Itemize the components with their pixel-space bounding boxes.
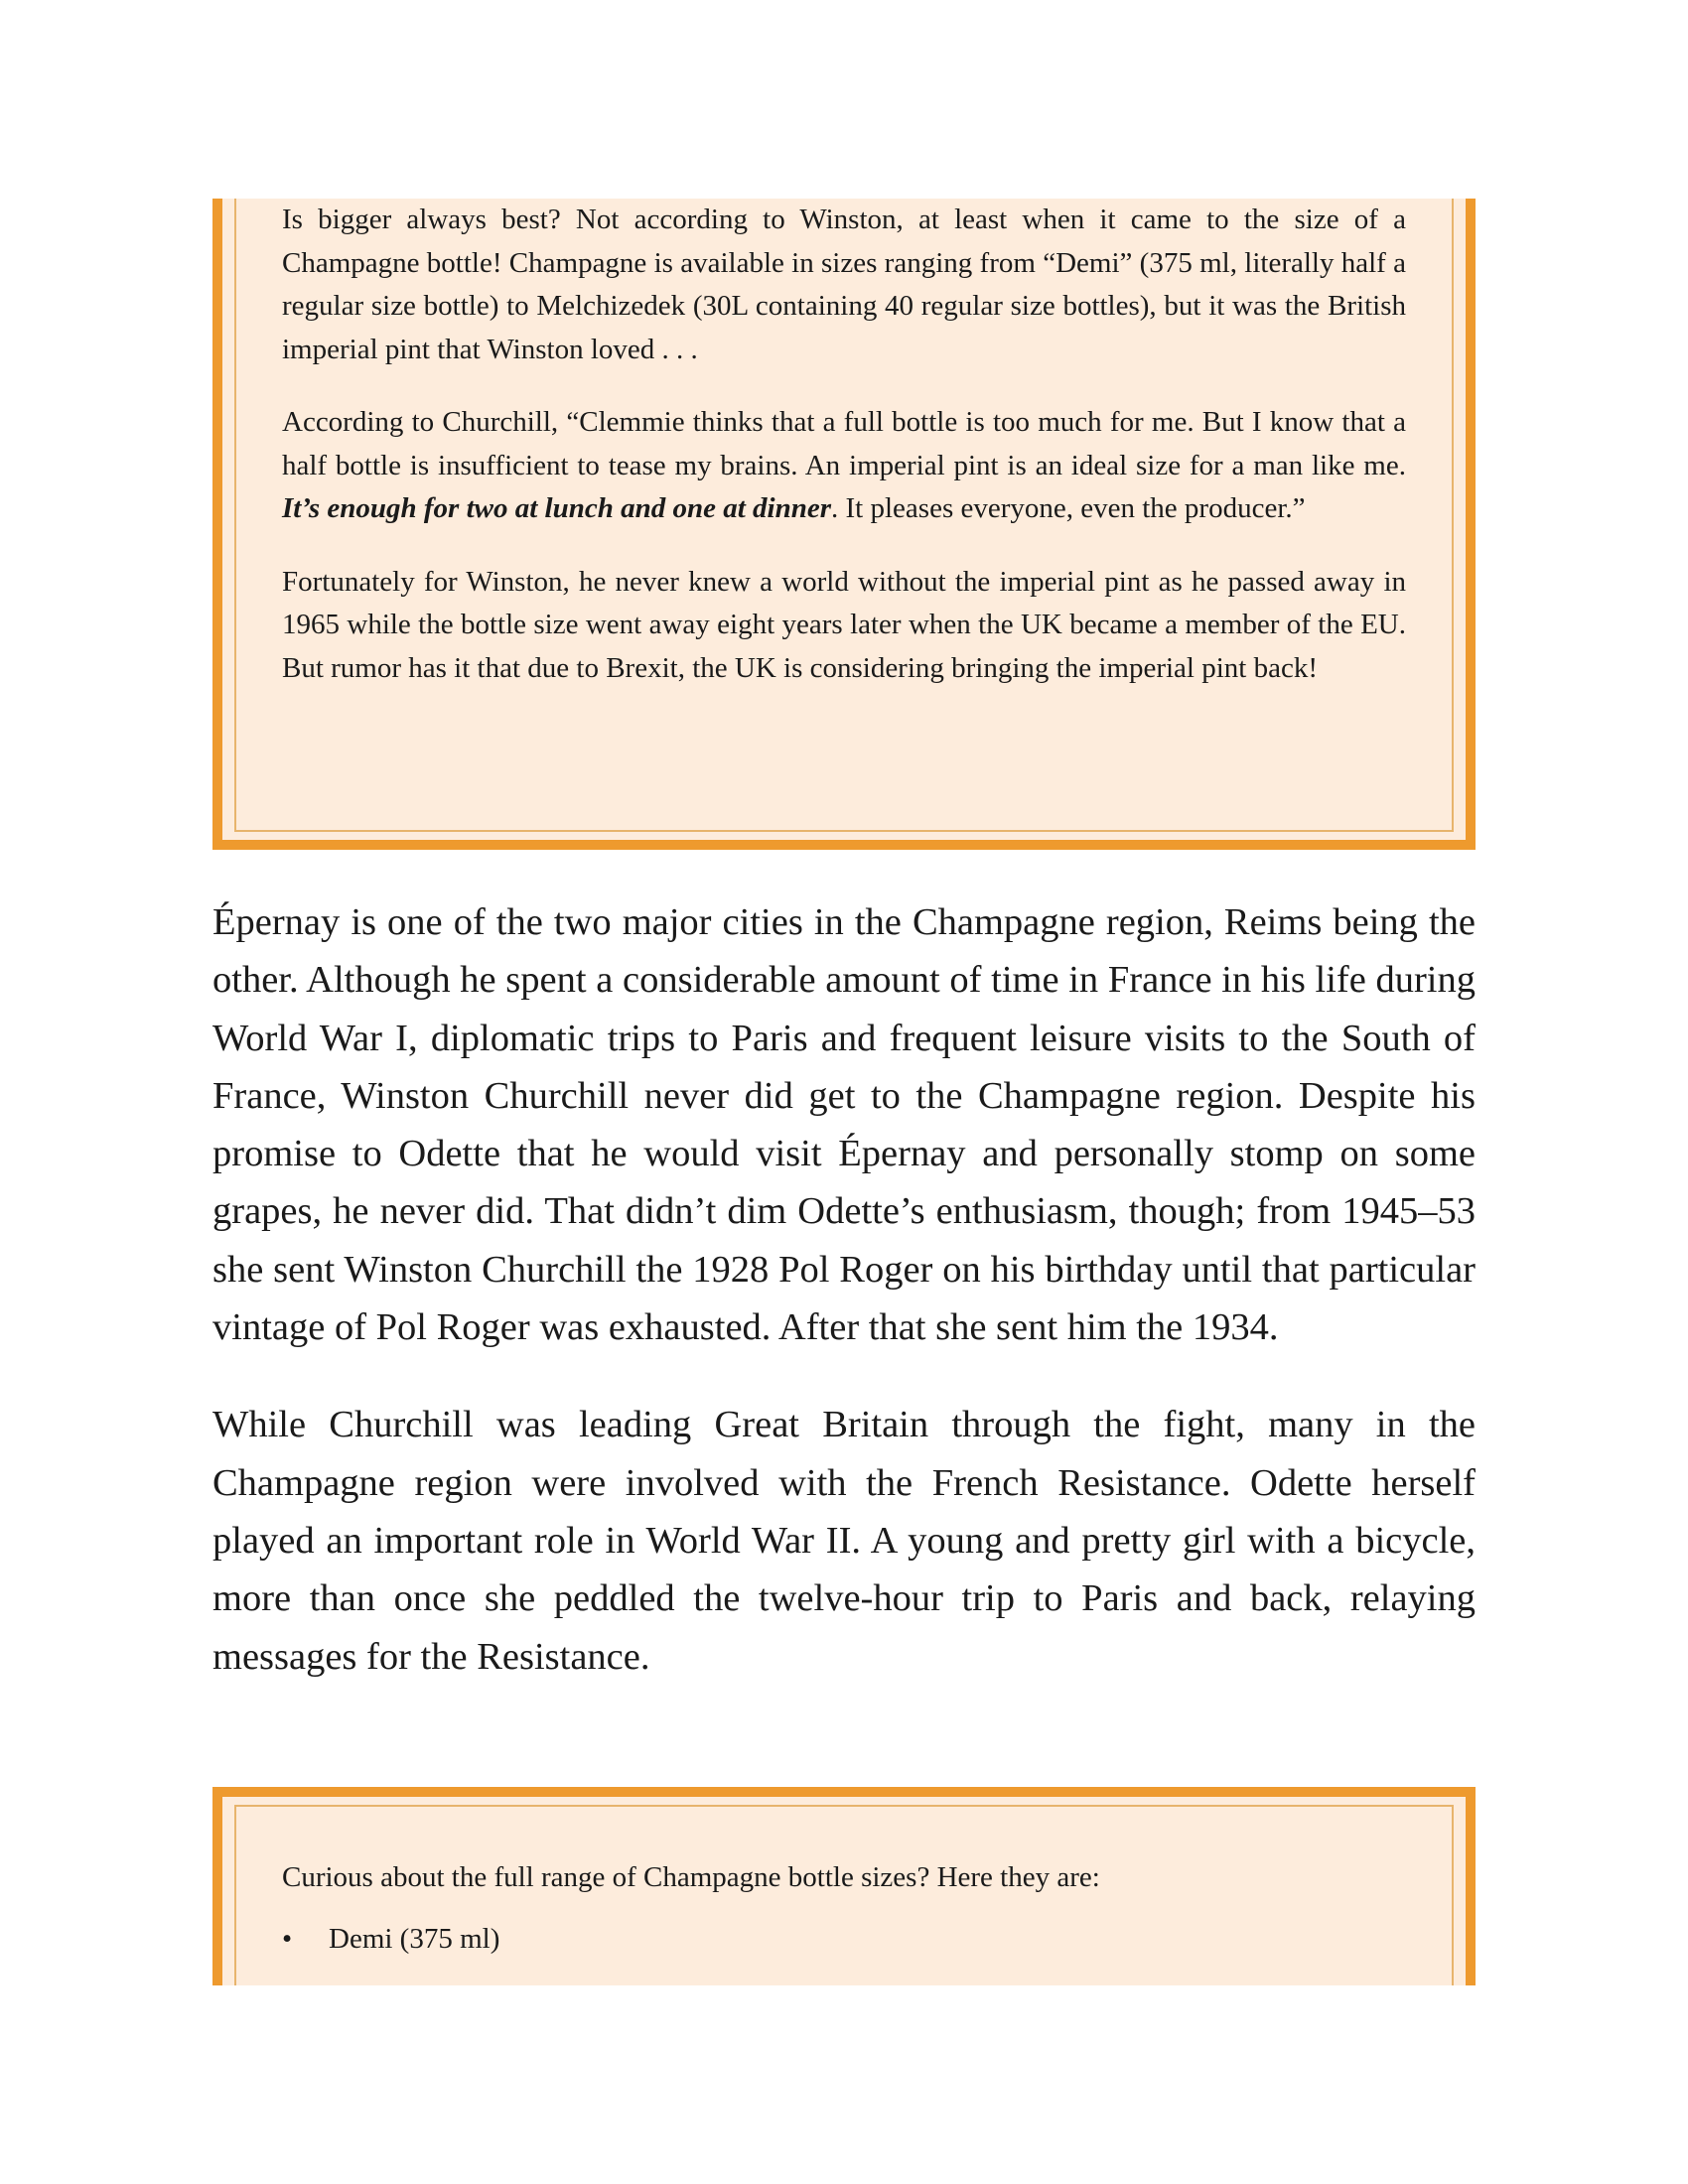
quote-text-end: . It pleases everyone, even the producer.” (831, 492, 1306, 524)
quote-emphasis: It’s enough for two at lunch and one at dinner (282, 492, 832, 524)
bottle-sizes-intro: Curious about the full range of Champagne bottle sizes? Here they are: (282, 1861, 1100, 1893)
quote-text-start: According to Churchill, “Clemmie thinks that a full bottle is too much for me. But I know that a half bottle is insufficient to tease my brains. An imperial pint is an ideal size for a man like me. (282, 406, 1406, 481)
sidebar-paragraph-3: Fortunately for Winston, he never knew a world without the imperial pint as he passed away in 1965 while the bottle size went away eight years later when the UK became a member of the EU. But rumor has it that due to Brexit, the UK is considering bringing the imperial pint back! (282, 565, 1406, 684)
main-body-text (212, 893, 1476, 1725)
list-item (282, 1918, 1406, 1962)
body-paragraph-1: Épernay is one of the two major cities in the Champagne region, Reims being the other. Although he spent a considerable amount of time in France in his life during World War I, diplomatic trips to Paris and frequent leisure visits to the South of France, Winston Churchill never did get to the Champagne region. Despite his promise to Odette that he would visit Épernay and personally stomp on some grapes, he never did. That didn’t dim Odette’s enthusiasm, though; from 1945–53 she sent Winston Churchill the 1928 Pol Roger on his birthday until that particular vintage of Pol Roger was exhausted. After that she sent him the 1934. (212, 901, 1476, 1349)
sidebar-content (282, 1856, 1406, 1961)
list-item-text: Demi (375 ml) (329, 1922, 500, 1955)
sidebar-box-imperial-pint (212, 199, 1476, 850)
sidebar-content (282, 199, 1406, 720)
bullet-icon: • (282, 1922, 293, 1955)
bottle-sizes-list (282, 1918, 1406, 1962)
sidebar-paragraph-1: Is bigger always best? Not according to Winston, at least when it came to the size of a Champagne bottle! Champagne is available in sizes ranging from “Demi” (375 ml, literally half a regular size bottle) to Melchizedek (30L containing 40 regular size bottles), but it was the British imperial pint that Winston loved . . . (282, 204, 1406, 365)
sidebar-paragraph-2 (282, 401, 1406, 531)
sidebar-box-bottle-sizes (212, 1787, 1476, 1985)
body-paragraph-2: While Churchill was leading Great Britain through the fight, many in the Champagne region were involved with the French Resistance. Odette herself played an important role in World War II. A young and pretty girl with a bicycle, more than once she peddled the twelve-hour trip to Paris and back, relaying messages for the Resistance. (212, 1404, 1476, 1678)
